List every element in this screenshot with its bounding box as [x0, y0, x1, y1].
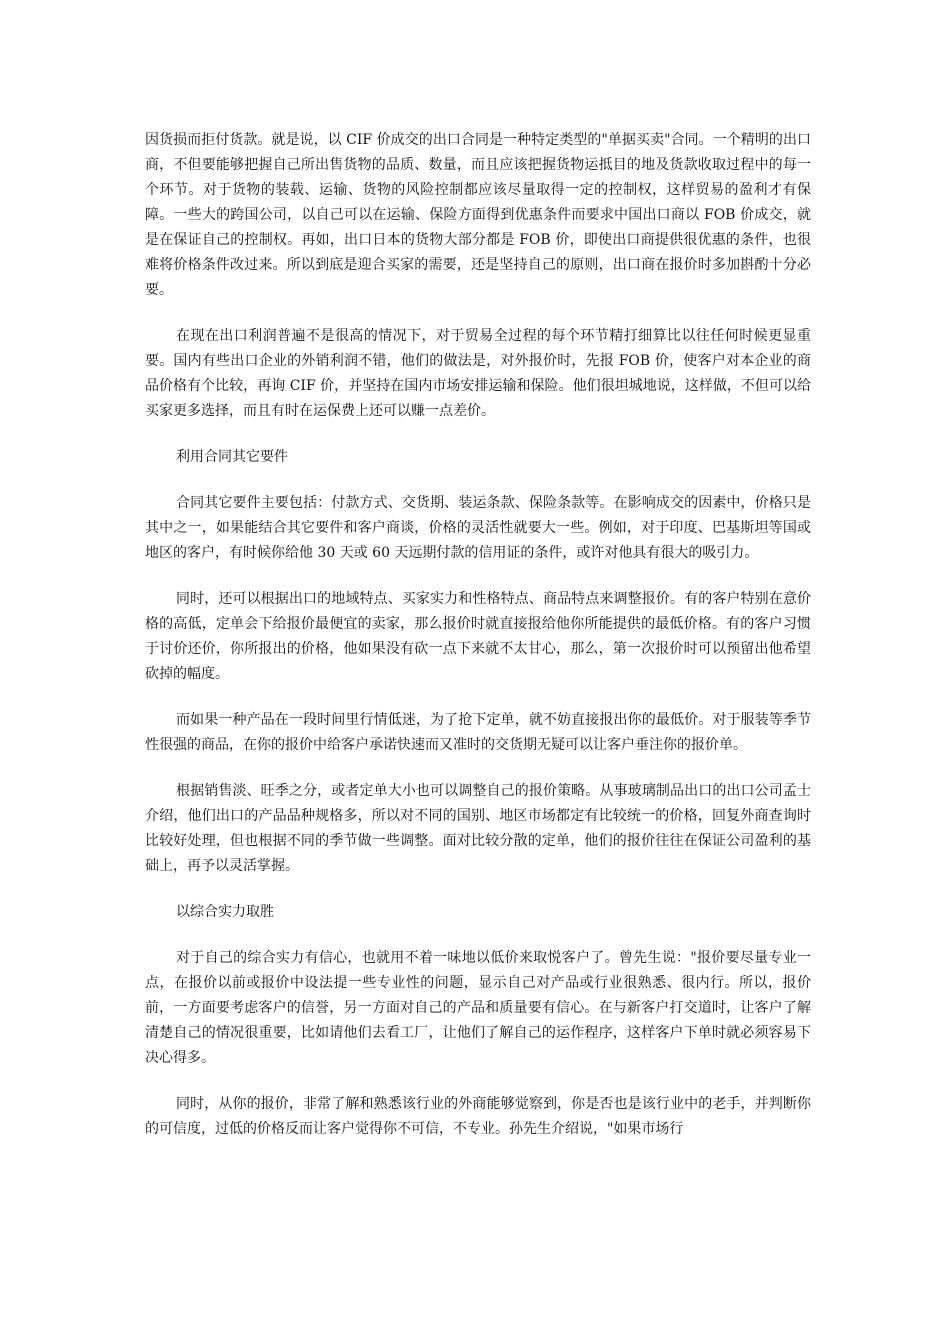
paragraph-market-downturn: 而如果一种产品在一段时间里行情低迷，为了抢下定单，就不妨直接报出你的最低价。对于服装等季节性很强的商品，在你的报价中给客户承诺快速而又准时的交货期无疑可以让客户垂注你的报价单。	[145, 712, 811, 753]
section-heading-overall-strength: 以综合实力取胜	[176, 904, 274, 920]
paragraph-seasonal-strategy: 根据销售淡、旺季之分，或者定单大小也可以调整自己的报价策略。从事玻璃制品出口的出口公司孟士介绍，他们出口的产品品种规格多，所以对不同的国别、地区市场都定有比较统一的价格，回复外商查询时比较好处理，但也根据不同的季节做一些调整。面对比较分散的定单，他们的报价往往在保证公司盈利的基础上，再予以灵活掌握。	[145, 783, 811, 874]
paragraph-credibility: 同时，从你的报价，非常了解和熟悉该行业的外商能够觉察到，你是否也是该行业中的老手，并判断你的可信度，过低的价格反而让客户觉得你不可信，不专业。孙先生介绍说，"如果市场行	[145, 1096, 811, 1137]
section-heading-contract-terms: 利用合同其它要件	[176, 449, 288, 465]
paragraph-confidence: 对于自己的综合实力有信心，也就用不着一味地以低价来取悦客户了。曾先生说："报价要尽量专业一点，在报价以前或报价中设法提一些专业性的问题，显示自己对产品或行业很熟悉、很内行。所以，报价前，一方面要考虑客户的信誉，另一方面对自己的产品和质量要有信心。在与新客户打交道时，让客户了解清楚自己的情况很重要，比如请他们去看工厂，让他们了解自己的运作程序，这样客户下单时就必须容易下决心得多。	[145, 950, 811, 1066]
paragraph-contract-terms: 合同其它要件主要包括：付款方式、交货期、装运条款、保险条款等。在影响成交的因素中，价格只是其中之一，如果能结合其它要件和客户商谈，价格的灵活性就要大一些。例如，对于印度、巴基斯坦等国或地区的客户，有时候你给他 30 天或 60 天远期付款的信用证的条件，或许对他具有很大的吸引力。	[145, 495, 811, 561]
paragraph-profit-margins: 在现在出口利润普遍不是很高的情况下，对于贸易全过程的每个环节精打细算比以往任何时候更显重要。国内有些出口企业的外销利润不错，他们的做法是，对外报价时，先报 FOB 价，使客户对本企业的商品价格有个比较，再询 CIF 价，并坚持在国内市场安排运输和保险。他们很坦城地说，这样做，不但可以给买家更多选择，而且有时在运保费上还可以赚一点差价。	[145, 328, 811, 419]
document-body	[145, 128, 811, 1163]
paragraph-adjust-quotation: 同时，还可以根据出口的地域特点、买家实力和性格特点、商品特点来调整报价。有的客户特别在意价格的高低，定单会下给报价最便宜的卖家，那么报价时就直接报给他你所能提供的最低价格。有的客户习惯于讨价还价，你所报出的价格，他如果没有砍一点下来就不太甘心，那么，第一次报价时可以预留出他希望砍掉的幅度。	[145, 591, 811, 682]
paragraph-cif-contract: 因货损而拒付货款。就是说，以 CIF 价成交的出口合同是一种特定类型的"单据买卖"合同。一个精明的出口商，不但要能够把握自己所出售货物的品质、数量，而且应该把握货物运抵目的地及货款收取过程中的每一个环节。对于货物的装载、运输、货物的风险控制都应该尽量取得一定的控制权，这样贸易的盈利才有保障。一些大的跨国公司，以自己可以在运输、保险方面得到优惠条件而要求中国出口商以 FOB 价成交，就是在保证自己的控制权。再如，出口日本的货物大部分都是 FOB 价，即使出口商提供很优惠的条件，也很难将价格条件改过来。所以到底是迎合买家的需要，还是坚持自己的原则，出口商在报价时多加斟酌十分必要。	[145, 132, 811, 298]
